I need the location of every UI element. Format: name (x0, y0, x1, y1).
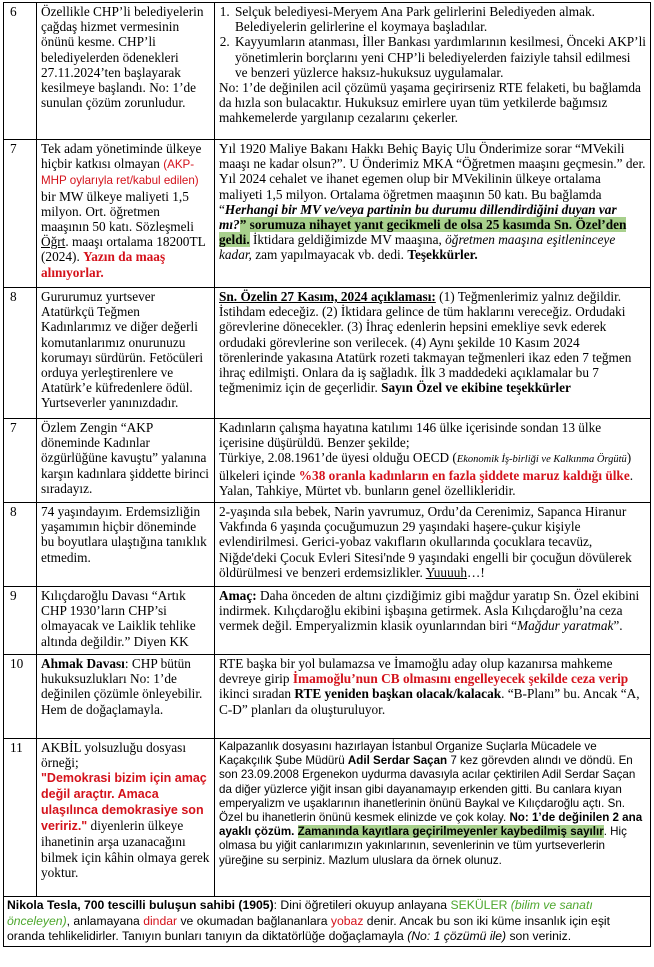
right-bold-text: Adil Serdar Saçan (347, 754, 448, 768)
right-text: . Hiç olmasa bu yiğit canlarımızın yakınlarının, sevenlerinin ve tüm yurtseverlerin yüreğine su serpiniz. Mazlum uluslara da örnek olunuz. (219, 825, 627, 867)
footer-green-italic-text: (bilim ve sanatı önceleyen) (7, 898, 593, 928)
footer-text: , anlamayana (66, 913, 144, 928)
left-text: Özellikle CHP’li belediyelerin çağdaş hizmet vermesinin önünü kesme. CHP’li belediyelerden ödenekleri 27.11.2024’ten başlayarak kesilmeye başlandı. No: 1’de sunulan çözüm zorunludur. (41, 4, 204, 111)
footer-title: Nikola Tesla, 700 tescilli buluşun sahibi (1905) (7, 898, 274, 912)
right-paragraph: Yıl 1920 Maliye Bakanı Hakkı Behiç Bayiç Ulu Önderimize sorar “MVekili maaşı ne kadar olsun?”. U Önderimiz MKA “Öğretmen maaşını geçmesin.” der. (219, 141, 646, 172)
left-text: Tek adam yönetiminde ülkeye hiçbir katkısı olmayan (41, 141, 202, 172)
right-text: RTE başka bir yol bulamazsa ve İmamoğlu aday olup kazanırsa mahkeme devreye girip (219, 656, 613, 687)
row-right-cell (215, 419, 651, 503)
right-text: 2-yaşında sıla bebek, Narin yavrumuz, Ordu’da Cerenimiz, Sapanca Hiranur Vakfında 6 yaşında çocuğumuzun 29 yaşındaki haşere-çukur kişiyle evlendirilmesi. Gerici-yobaz vakıfların okullarında çocuklara tecavüz, Niğde'deki Çocuk Evleri Sitesi'nde 9 yaşındaki engelli bir çocuğun dövülerek öldürülmesi ve benzeri erdemsizlikler. (219, 504, 632, 580)
right-highlight-text: ” sorumuza nihayet yanıt gecikmeli de olsa 25 kasımda Sn. Özel’den geldi. (219, 217, 627, 248)
left-red-quote: "Demokrasi bizim için amaç değil araçtır. Amaca ulaşılınca demokrasiye son veririz." (41, 771, 207, 834)
footer-row (4, 897, 651, 947)
table-row (4, 655, 651, 739)
row-number: 8 (4, 288, 37, 419)
right-text: İktidara geldiğimizde MV maaşına, (249, 232, 446, 248)
right-bold-italic-text: Herhangi bir MV ve/veya partinin bu durumu dillendirdiğini duyan var mı? (219, 201, 617, 233)
right-text: (1) Teğmenlerimiz yalnız değildir. İstihdam edeceğiz. (2) İktidara gelince de tüm haklarını vereceğiz. Ordudaki görevlerine dönecekler. (3) İhraç edenlerin hepsini emekliye sevk ederek ordudaki görevlerine son verilecek. (4) Aynı şekilde 10 Kasım 2024 törenlerinde yakasına Atatürk rozeti takmayan teğmenleri ikaz eden 7 teğmen ihraç edilmişti. Onlara da iş sağladık. İlk 3 maddedeki açıklamalar bu 7 teğmenimiz için de geçerlidir. (219, 289, 632, 396)
row-right-cell (215, 503, 651, 587)
row-number: 10 (4, 655, 37, 739)
row-left-cell (37, 3, 215, 140)
table-row (4, 739, 651, 897)
right-title: Sn. Özelin 27 Kasım, 2024 açıklaması: (219, 289, 436, 304)
footer-red-text: yobaz (330, 913, 364, 928)
right-text: Türkiye, 2.08.1961’de üyesi olduğu OECD ( (219, 450, 457, 466)
row-right-cell (215, 288, 651, 419)
footer-text: son veriniz. (506, 929, 572, 943)
left-underlined-text: Öğrt (41, 234, 66, 250)
row-right-cell (215, 140, 651, 288)
list-item: 1. Selçuk belediyesi-Meryem Ana Park gelirlerini Belediyeden almak. Belediyelerin gelirlerine el koymaya başladılar. (233, 4, 646, 34)
right-bold-text: RTE yeniden başkan olacak/kalacak (294, 686, 502, 702)
row-left-cell (37, 140, 215, 288)
row-left-cell (37, 739, 215, 897)
row-left-cell (37, 587, 215, 655)
right-text: Daha önceden de altını çizdiğimiz gibi mağdur yaratıp Sn. Özel ekibini indirmek. Kılıçdaroğlu ekibini işbaşına getirmek. Asla Kılıçdaroğlu’na ceza vermek değil. Emperyalizmin klasik oyunlarından biri “ (219, 588, 640, 634)
table-row (4, 503, 651, 587)
left-text: Özlem Zengin “AKP döneminde Kadınlar özgürlüğüne kavuştu” yalanına karşın kadınlara şiddette birinci sıradayız. (41, 420, 210, 496)
right-text: ikinci sıradan (219, 686, 295, 702)
row-left-cell (37, 655, 215, 739)
footer-red-text: dindar (143, 913, 178, 928)
row-right-cell (215, 3, 651, 140)
right-italic-text: öğretmen maaşına eşitleninceye kadar, (219, 232, 616, 263)
right-paragraph (219, 740, 646, 868)
right-highlight-text: Zamanında kayıtlara geçirilmeyenler kaybedilmiş sayılır (297, 825, 604, 839)
right-text: Kadınların çalışma hayatına katılımı 146 ülke içerisinde sondan 13 ülke içerisine düşürüldü. Benzer şekilde; (219, 420, 602, 451)
right-text: ”. (613, 618, 623, 634)
table-row (4, 419, 651, 503)
row-right-cell (215, 655, 651, 739)
right-paragraph (219, 171, 646, 262)
left-text: : CHP bütün hukuksuzlukları No: 1’de değinilen çözümle önleyebilir. Hem de doğaçlamayla. (41, 656, 203, 717)
right-text: Kalpazanlık dosyasını hazırlayan İstanbul Organize Suçlarla Mücadele ve Kaçakçılık Şube Müdürü (219, 740, 597, 768)
row-right-cell (215, 587, 651, 655)
footer-text: denir. Ancak bu son iki küme insanlık için eşit oranda tehlikelidirler. Tanıyın bunları tanıyın da diktatörlüğe doğaçlamayla (7, 913, 611, 943)
right-italic-text: Mağdur yaratmak (517, 618, 614, 634)
right-text: . Yalan, Tahkiye, Mürtet vb. bunların genel özellikleridir. (219, 467, 634, 498)
right-text: 7 kez görevden alındı ve döndü. En son 23.09.2008 Ergenekon uydurma davasıyla acılar çektirilen Adil Serdar Saçan da diğer yüzlerce yiğit insan gibi dayanamayıp erkenden gitti. Bu canlara kıyan emperyalizm ve uşaklarının ihanetlerinin önünü Baykal ve Kılıçdaroğlu açtı. Sn. Özel bu ihanetlerin önünü kesmek elinizde ve çok kolay. (219, 754, 636, 825)
row-number: 7 (4, 419, 37, 503)
left-text: Gururumuz yurtsever Atatürkçü Teğmen Kadınlarımız ve diğer değerli komutanlarımız onurunuzu korumayı sürdürün. Fetöcüleri orduya yerleştirenlere ve Atatürk’e küfredenlere ödül. Yurtseverler yanınızdadır. (41, 289, 204, 411)
row-left-cell (37, 503, 215, 587)
notes-table (3, 2, 651, 947)
footer-green-text: SEKÜLER (450, 898, 508, 912)
row-left-cell (37, 288, 215, 419)
left-text: . maaşı ortalama 18200TL (2024). (41, 234, 206, 265)
right-red-bold-text: %38 oranla kadınların en fazla şiddete maruz kaldığı ülke (298, 467, 630, 483)
row-number: 8 (4, 503, 37, 587)
right-text: . “B-Planı” bu. Ancak “A, C-D” planları da oluşturuluyor. (219, 686, 640, 717)
footer-text: : Dini öğretileri okuyup anlayana (273, 898, 451, 912)
right-bold-text: Teşekkürler. (407, 247, 478, 263)
left-text: AKBİL yolsuzluğu dosyası örneği; (41, 740, 187, 771)
right-bold-text: No: 1’de değinilen 2 ana ayaklı çözüm. (219, 811, 643, 839)
left-text: 74 yaşındayım. Erdemsizliğin yaşamımın hiçbir döneminde bu boyutlara ulaştığına tanıklık etmedim. (41, 504, 207, 565)
left-text: Kılıçdaroğlu Davası “Artık CHP 1930’ların CHP’si olmayacak ve Laiklik tehlike altında değildir.” Diyen KK (41, 588, 196, 649)
right-text: ) ülkeleri içinde (219, 450, 632, 483)
table-row (4, 3, 651, 140)
row-number: 9 (4, 587, 37, 655)
row-number: 6 (4, 3, 37, 140)
table-row (4, 587, 651, 655)
row-right-cell (215, 739, 651, 897)
right-small-italic-text: Ekonomik İş-birliği ve Kalkınma Örgütü (456, 454, 627, 466)
row-number: 11 (4, 739, 37, 897)
footer-italic-text: (No: 1 çözümü ile) (407, 929, 507, 943)
list-item: 2. Kayyumların atanması, İller Bankası yardımlarının kesilmesi, Önceki AKP’li yönetimlerin borçlarını yeni CHP’li belediyelerden faiziyle tahsil edilmesi ve benzeri yüzlerce haksız-hukuksuz uygulamalar. (233, 34, 646, 80)
footer-text: ve okumadan bağlananlara (177, 913, 331, 928)
right-bold-text: Amaç: (219, 588, 257, 603)
table-row (4, 140, 651, 288)
left-red-text: (AKP-MHP oylarıyla ret/kabul edilen) (41, 158, 199, 188)
row-left-cell (37, 419, 215, 503)
right-red-bold-text: İmamoğlu’nun CB olmasını engelleyecek şekilde ceza verip (292, 671, 629, 687)
left-text: diyenlerin ülkeye ihanetinin arşa uzanacağını bilmek için kâhin olmaya gerek yoktur. (41, 818, 210, 880)
table-row (4, 288, 651, 419)
left-red-bold-text: Yazın da maaş alınıyorlar. (41, 249, 166, 280)
right-underlined-text: Yuuuuh (425, 564, 468, 580)
right-text: No: 1’de değinilen acil çözümü yaşama geçirirseniz RTE felaketi, bu bağlamda da hızla son bulacaktır. Hukuksuz emirlere uyan tüm yetkilerde bağımsız mahkemelerde yargılanıp cezalarını çekerler. (219, 80, 641, 126)
right-bold-text: Sayın Özel ve ekibine teşekkürler (381, 380, 571, 396)
right-text: zam yapılmayacak vb. dedi. (251, 247, 408, 263)
left-bold-text: Ahmak Davası (41, 656, 125, 671)
left-text: bir MW ülkeye maliyeti 1,5 milyon. Ort. öğretmen maaşının 50 katı. Sözleşmeli (41, 188, 194, 235)
footer-cell (4, 897, 651, 947)
right-text: Yıl 2024 cehalet ve ihanet egemen olup bir MVekilinin ülkeye ortalama maliyeti 1,5 milyon. Ortalama öğretmen maaşının 50 katı. Bu bağlamda “ (219, 171, 602, 217)
right-text: …! (467, 564, 485, 580)
row-number: 7 (4, 140, 37, 288)
